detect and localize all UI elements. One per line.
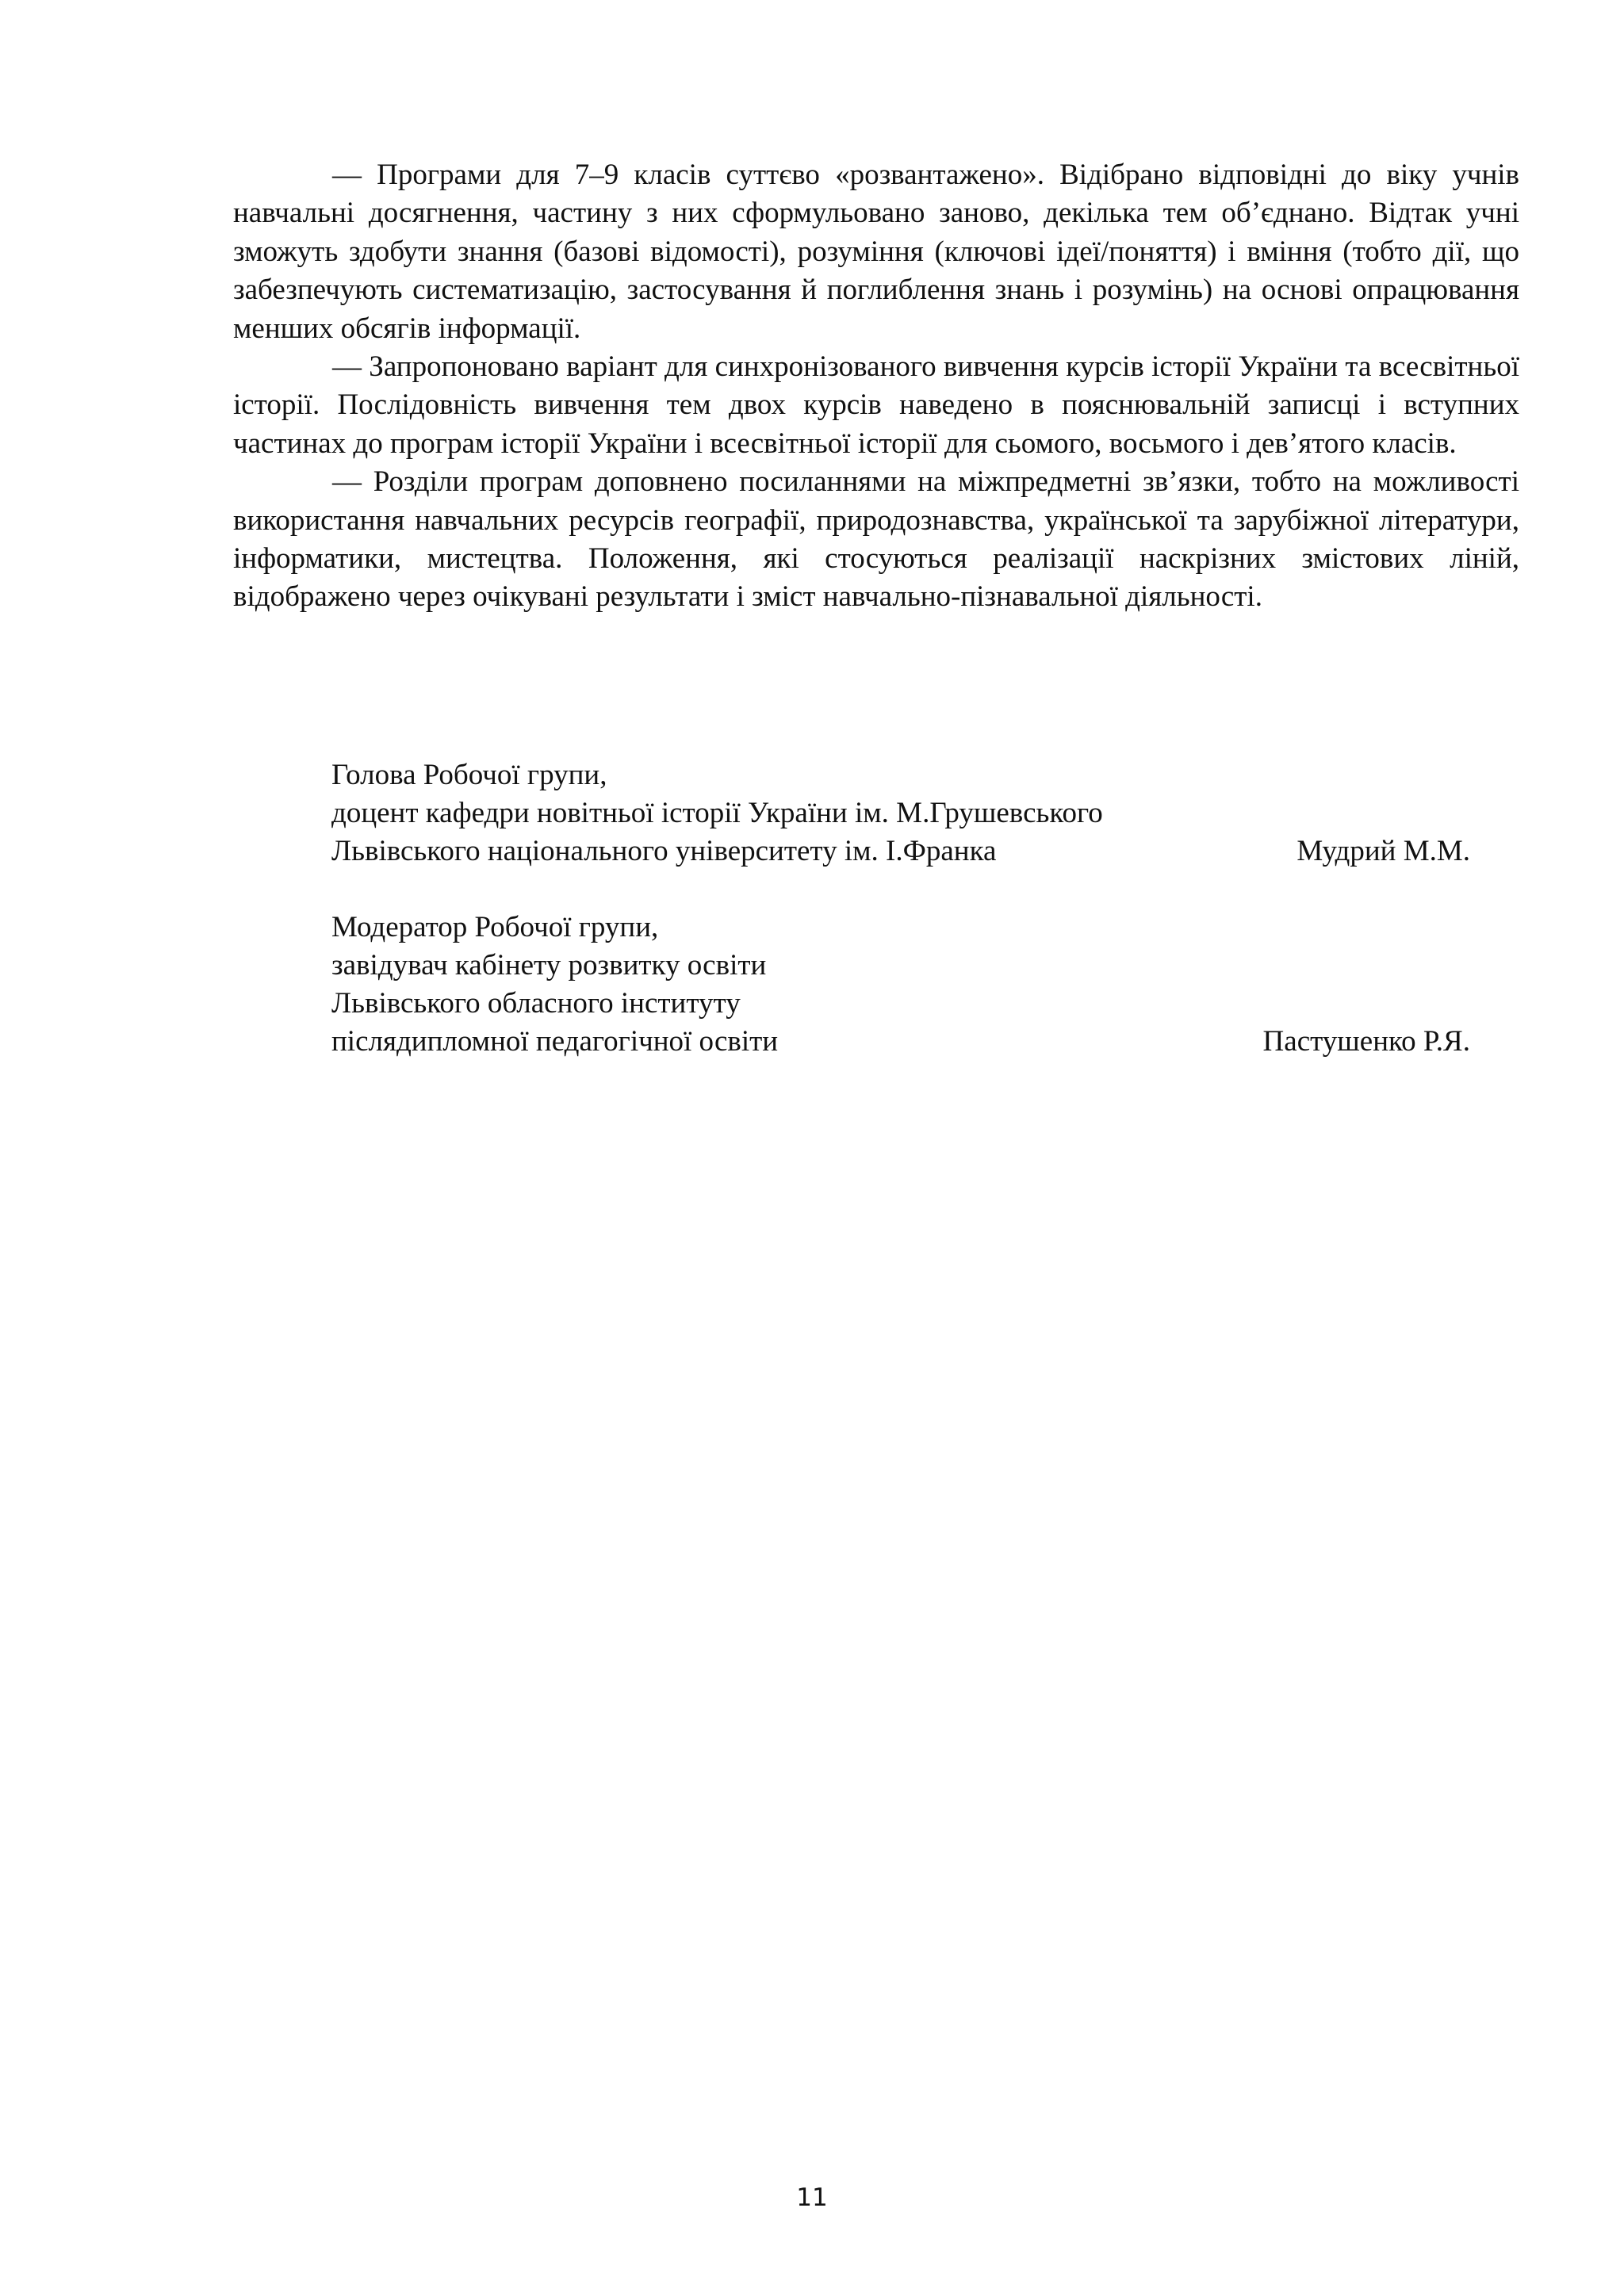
signature-institution-continued: післядипломної педагогічної освіти [331,1025,779,1058]
signature-line [331,832,1519,871]
paragraph-curriculum-unloaded: — Програми для 7–9 класів суттєво «розвантажено». Відібрано відповідні до віку учнів навчальні досягнення, частину з них сформульовано заново, декілька тем об’єднано. Відтак учні зможуть здобути знання (базові відомості), розуміння (ключові ідеї/поняття) і вміння (тобто дії, що забезпечують систематизацію, застосування й поглиблення знань і розумінь) на основі опрацювання менших обсягів інформації. [233,159,1519,345]
signature-institution: Львівського національного університету ім. І.Франка [331,835,997,867]
signature-title: Модератор Робочої групи, [331,911,659,943]
signature-title: Голова Робочої групи, [331,759,607,791]
signature-line [331,947,1519,985]
signature-position: завідувач кабінету розвитку освіти [331,949,767,982]
signature-line [331,1023,1519,1061]
signature-line [331,794,1519,832]
signature-name: Мудрий М.М. [1297,835,1470,867]
signature-line [331,909,1519,947]
signature-name: Пастушенко Р.Я. [1262,1025,1470,1058]
signature-institution: Львівського обласного інституту [331,987,741,1020]
paragraph-synchronized-courses: — Запропоновано варіант для синхронізованого вивчення курсів історії України та всесвітньої історії. Послідовність вивчення тем двох курсів наведено в пояснювальній записці і вступних частинах до програм історії України і всесвітньої історії для сьомого, восьмого і дев’ятого класів. [233,350,1519,460]
signature-line [331,756,1519,794]
main-text [233,156,1519,617]
signature-block-head [331,756,1519,871]
signature-position: доцент кафедри новітньої історії України ім. М.Грушевського [331,797,1103,829]
signature-block-moderator [331,909,1519,1061]
page-number: 11 [796,2183,828,2212]
signature-line [331,985,1519,1023]
paragraph-interdisciplinary-links: — Розділи програм доповнено посиланнями на міжпредметні зв’язки, тобто на можливості використання навчальних ресурсів географії, природознавства, української та зарубіжної літератури, інформатики, мистецтва. Положення, які стосуються реалізації наскрізних змістових ліній, відображено через очікувані результати і зміст навчально-пізнавальної діяльності. [233,465,1519,614]
